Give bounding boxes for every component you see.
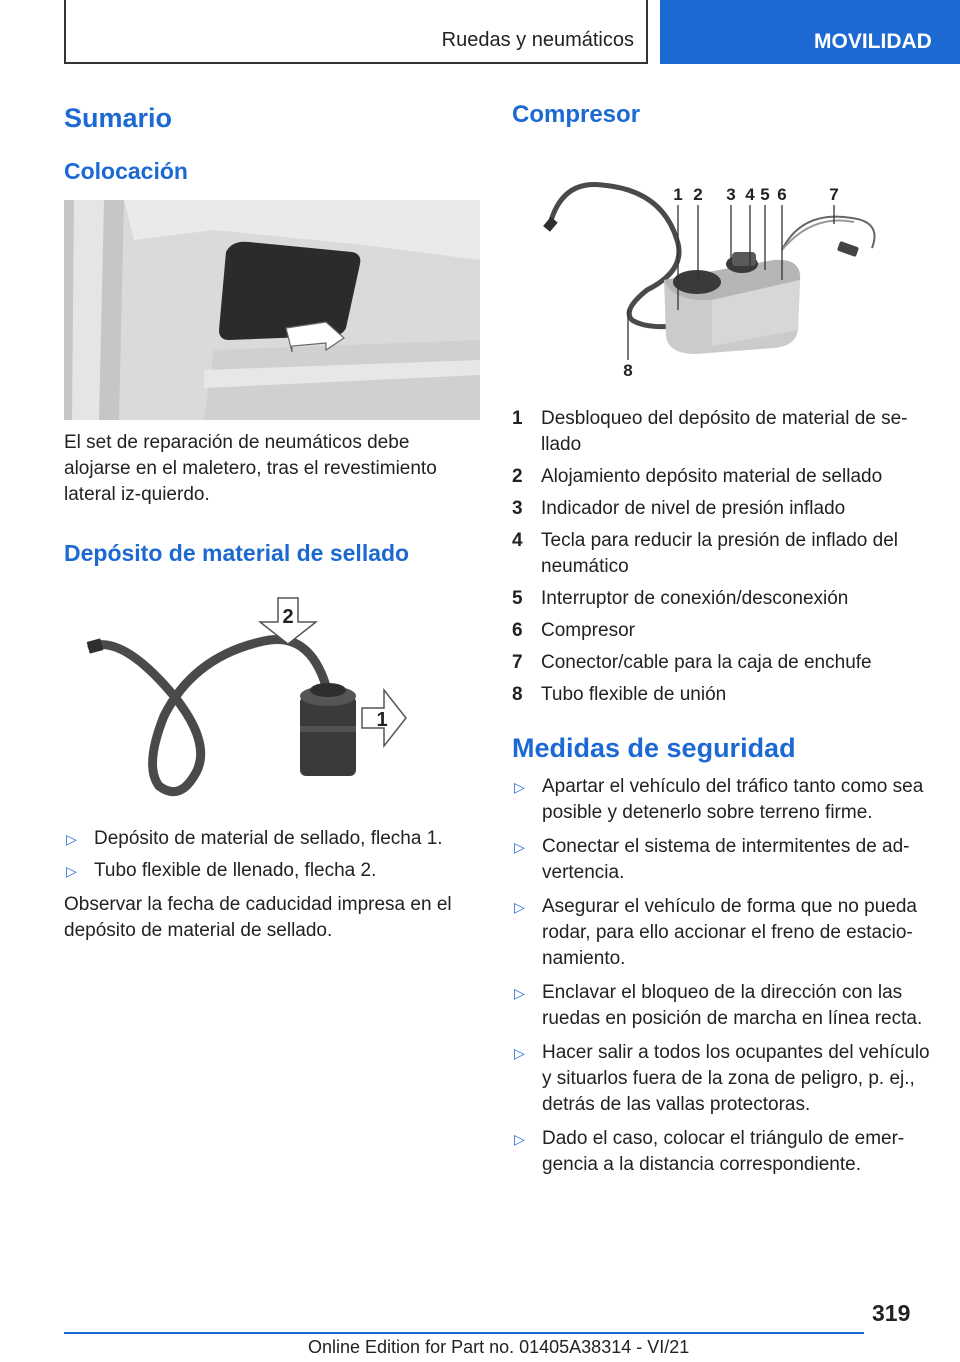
legend-item: 1 Desbloqueo del depósito de material de se-llado (512, 408, 908, 455)
callout-2: 2 (693, 185, 703, 204)
callout-2: 2 (282, 606, 294, 628)
callout-8: 8 (623, 361, 633, 380)
callout-3: 3 (726, 185, 736, 204)
callout-4: 4 (745, 185, 755, 204)
legend-item: 8 Tubo flexible de unión (512, 684, 727, 705)
compressor-illustration (512, 140, 932, 380)
callout-5: 5 (760, 185, 770, 204)
list-item: ▷ Enclavar el bloqueo de la dirección con las ruedas en posición de marcha en línea recta. (514, 982, 923, 1029)
page-title: Sumario (64, 103, 173, 133)
list-item: ▷ Conectar el sistema de intermitentes de ad-vertencia. (514, 836, 910, 883)
sealant-heading: Depósito de material de sellado (64, 540, 410, 566)
legend-item: 6 Compresor (512, 620, 635, 641)
callout-1: 1 (673, 185, 683, 204)
triangle-bullet-icon: ▷ (514, 839, 525, 855)
compressor-heading: Compresor (512, 101, 641, 128)
section-title: Ruedas y neumáticos (441, 29, 634, 51)
list-item: ▷ Hacer salir a todos los ocupantes del vehículo y situarlos fuera de la zona de peligro, p. ej., detrás de las vallas protectoras. (514, 1042, 930, 1115)
placement-text: El set de reparación de neumáticos debe alojarse en el maletero, tras el revestimiento lateral iz-quierdo. (64, 432, 437, 505)
legend-item: 2 Alojamiento depósito material de sellado (512, 466, 883, 487)
triangle-bullet-icon: ▷ (514, 985, 525, 1001)
page-number: 319 (872, 1300, 911, 1326)
callout-1: 1 (376, 709, 388, 731)
sealant-bullets (64, 826, 480, 884)
header-box (64, 0, 648, 64)
legend-item: 4 Tecla para reducir la presión de inflado del neumático (512, 530, 898, 577)
legend-item: 3 Indicador de nivel de presión inflado (512, 498, 846, 519)
triangle-bullet-icon: ▷ (66, 831, 77, 847)
callout-7: 7 (829, 185, 839, 204)
triangle-bullet-icon: ▷ (514, 899, 525, 915)
list-item: ▷ Asegurar el vehículo de forma que no pueda rodar, para ello accionar el freno de estacio-namiento. (514, 896, 917, 969)
safety-heading: Medidas de seguridad (512, 733, 796, 763)
triangle-bullet-icon: ▷ (66, 863, 77, 879)
left-column (64, 100, 480, 944)
list-item: ▷ Dado el caso, colocar el triángulo de emer-gencia a la distancia correspondiente. (514, 1128, 905, 1175)
list-item: ▷ Tubo flexible de llenado, flecha 2. (64, 858, 480, 884)
footer-divider (64, 1332, 864, 1334)
sealant-note: Observar la fecha de caducidad impresa en el depósito de material de sellado. (64, 894, 452, 941)
right-column (512, 100, 932, 1186)
legend-item: 5 Interruptor de conexión/desconexión (512, 588, 849, 609)
trunk-illustration (64, 200, 480, 420)
legend-item: 7 Conector/cable para la caja de enchufe (512, 652, 872, 673)
sealant-container-illustration (64, 586, 480, 806)
placement-heading: Colocación (64, 158, 188, 184)
safety-bullets (512, 774, 932, 1178)
triangle-bullet-icon: ▷ (514, 1045, 525, 1061)
compressor-legend (512, 406, 932, 708)
triangle-bullet-icon: ▷ (514, 1131, 525, 1147)
callout-6: 6 (777, 185, 787, 204)
edition-text: Online Edition for Part no. 01405A38314 - VI/21 (308, 1337, 690, 1357)
chapter-tab: MOVILIDAD (660, 0, 960, 64)
list-item: ▷ Apartar el vehículo del tráfico tanto como sea posible y detenerlo sobre terreno firme. (514, 776, 924, 823)
list-item: ▷ Depósito de material de sellado, flecha 1. (64, 826, 480, 852)
triangle-bullet-icon: ▷ (514, 779, 525, 795)
